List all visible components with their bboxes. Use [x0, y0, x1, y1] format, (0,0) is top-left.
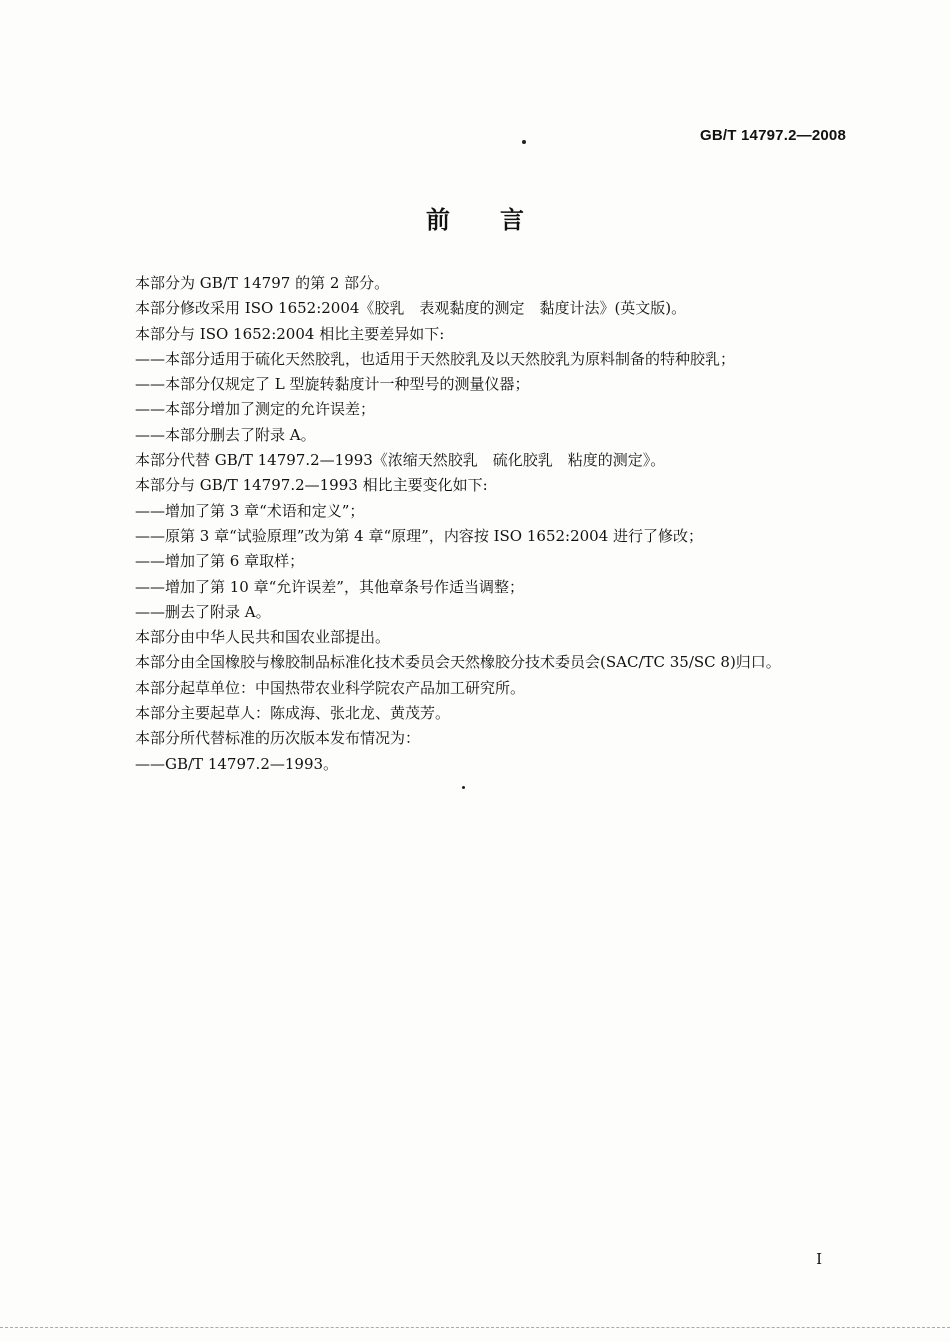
- paragraph: 本部分起草单位：中国热带农业科学院农产品加工研究所。: [135, 678, 526, 697]
- paragraph: 本部分为 GB/T 14797 的第 2 部分。: [135, 274, 390, 292]
- scan-edge-line: [0, 1327, 950, 1328]
- standard-code: GB/T 14797.2—2008: [700, 127, 846, 144]
- list-item: ——本部分仅规定了 L 型旋转黏度计一种型号的测量仪器；: [135, 375, 530, 394]
- list-item: ——本部分适用于硫化天然胶乳，也适用于天然胶乳及以天然胶乳为原料制备的特种胶乳；: [135, 349, 736, 368]
- paragraph: 本部分所代替标准的历次版本发布情况为：: [135, 729, 421, 748]
- list-item: ——GB/T 14797.2—1993。: [135, 754, 339, 773]
- list-item: ——增加了第 6 章取样；: [135, 552, 305, 571]
- list-item: ——增加了第 10 章“允许误差”，其他章条号作适当调整；: [135, 577, 524, 596]
- scan-speck: [522, 140, 526, 144]
- paragraph: 本部分修改采用 ISO 1652:2004《胶乳 表观黏度的测定 黏度计法》(英文版)。: [135, 299, 687, 318]
- page-title: 前言: [426, 206, 574, 234]
- paragraph: 本部分代替 GB/T 14797.2—1993《浓缩天然胶乳 硫化胶乳 粘度的测定》。: [135, 451, 666, 470]
- foreword-body: [105, 271, 850, 777]
- page-number: I: [816, 1250, 822, 1268]
- paragraph: 本部分由全国橡胶与橡胶制品标准化技术委员会天然橡胶分技术委员会(SAC/TC 35/SC 8)归口。: [135, 653, 781, 672]
- list-item: ——本部分增加了测定的允许误差；: [135, 400, 376, 419]
- list-item: ——删去了附录 A。: [135, 602, 271, 621]
- paragraph: 本部分由中华人民共和国农业部提出。: [135, 628, 391, 647]
- paragraph: 本部分与 GB/T 14797.2—1993 相比主要变化如下:: [135, 476, 488, 495]
- list-item: ——原第 3 章“试验原理”改为第 4 章“原理”，内容按 ISO 1652:2004 进行了修改；: [135, 526, 704, 545]
- list-item: ——本部分删去了附录 A。: [135, 425, 316, 444]
- paragraph: 本部分主要起草人：陈成海、张北龙、黄茂芳。: [135, 704, 451, 723]
- list-item: ——增加了第 3 章“术语和定义”；: [135, 501, 365, 520]
- paragraph: 本部分与 ISO 1652:2004 相比主要差异如下:: [135, 324, 445, 343]
- scan-speck: [462, 786, 465, 789]
